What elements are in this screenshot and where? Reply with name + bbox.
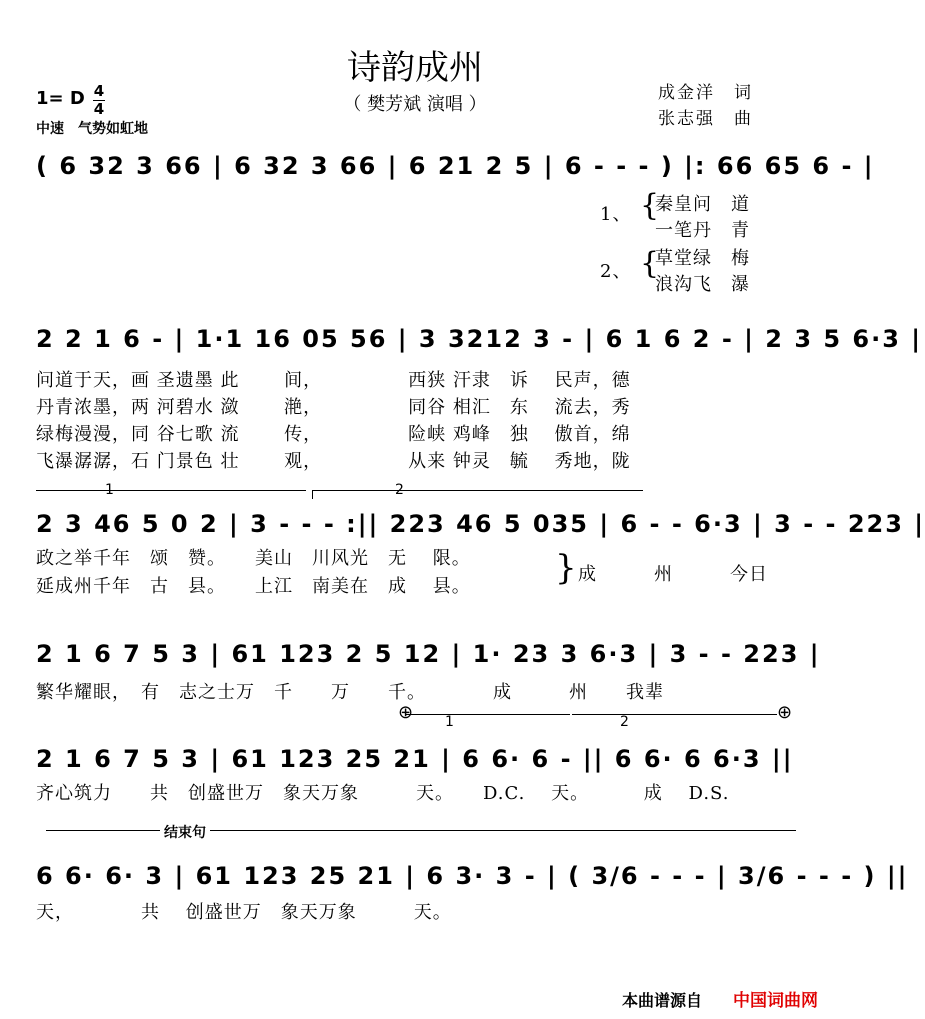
verse1-line-b: 一笔丹 青 — [655, 220, 750, 241]
tempo-marking: 中速 气势如虹地 — [36, 121, 148, 137]
volta-number-1: 1 — [105, 482, 114, 498]
singer-credit: （ 樊芳斌 演唱 ） — [343, 94, 487, 115]
verse1-line-a: 秦皇问 道 — [655, 194, 750, 215]
ending-bracket — [46, 830, 796, 831]
chorus-start-lyric: 成 州 今日 — [578, 564, 768, 585]
footer-site-link[interactable]: 中国词曲网 — [733, 991, 818, 1011]
lyric-line-8: 齐心筑力 共 创盛世万 象天万象 天。 D.C. 天。 成 D.S. — [36, 783, 730, 804]
lyric-line-4: 飞瀑潺潺，石 门景色 壮 观， 从来 钟灵 毓 秀地，陇 — [36, 451, 631, 472]
song-title: 诗韵成州 — [347, 48, 483, 88]
music-row-3: 2 3 46 5 0 2 | 3 - - - :|| 223 46 5 035 | 6 - - 6·3 | 3 - - 223 | — [36, 510, 925, 538]
lyric-line-2: 丹青浓墨，两 河碧水 潋 滟， 同谷 相汇 东 流去，秀 — [36, 397, 631, 418]
verse-number-2: 2、 — [600, 261, 632, 282]
verse2-line-a: 草堂绿 梅 — [655, 248, 750, 269]
volta-bracket-2 — [312, 490, 643, 499]
coda-volta-number-1: 1 — [445, 714, 454, 730]
brace-1: { — [640, 188, 661, 223]
lyric-line-9: 天， 共 创盛世万 象天万象 天。 — [36, 902, 452, 923]
lyric-line-5: 政之举千年 颂 赞。 美山 川风光 无 限。 — [36, 548, 471, 569]
brace-3: } — [555, 548, 578, 588]
music-row-6: 6 6· 6· 3 | 61 123 25 21 | 6 3· 3 - | ( 3/6 - - - | 3/6 - - - ) || — [36, 862, 909, 890]
volta-bracket-1 — [36, 490, 306, 491]
music-row-2: 2 2 1 6 - | 1·1 16 05 56 | 3 3212 3 - | 6 1 6 2 - | 2 3 5 6·3 | — [36, 325, 923, 353]
lyric-line-6: 延成州千年 古 县。 上江 南美在 成 县。 — [36, 576, 471, 597]
key-signature: 1= D — [36, 88, 85, 109]
lyric-line-7: 繁华耀眼， 有 志之士万 千 万 千。 成 州 我辈 — [36, 682, 664, 703]
brace-2: { — [640, 246, 661, 281]
lyric-line-3: 绿梅漫漫，同 谷七歌 流 传， 险峡 鸡峰 独 傲首，绵 — [36, 424, 631, 445]
time-signature — [93, 84, 105, 117]
ending-label: 结束句 — [160, 822, 210, 842]
music-row-4: 2 1 6 7 5 3 | 61 123 2 5 12 | 1· 23 3 6·3 | 3 - - 223 | — [36, 640, 821, 668]
volta-number-2: 2 — [395, 482, 404, 498]
time-numerator: 4 — [93, 82, 105, 100]
music-row-1: ( 6 32 3 66 | 6 32 3 66 | 6 21 2 5 | 6 - - - ) |: 66 65 6 - | — [36, 152, 875, 180]
coda-bracket-1 — [405, 714, 570, 715]
verse-number-1: 1、 — [600, 204, 632, 225]
music-row-5: 2 1 6 7 5 3 | 61 123 25 21 | 6 6· 6 - || 6 6· 6 6·3 || — [36, 745, 794, 773]
coda-bracket-2 — [572, 714, 777, 715]
coda-sign-icon-2: ⊕ — [777, 702, 793, 723]
lyric-line-1: 问道于天，画 圣遗墨 此 间， 西狭 汗隶 诉 民声，德 — [36, 370, 631, 391]
time-denominator: 4 — [93, 100, 105, 118]
lyricist-credit: 成金洋 词 — [658, 83, 753, 103]
verse2-line-b: 浪沟飞 瀑 — [655, 274, 750, 295]
footer-source-label: 本曲谱源自 — [621, 991, 702, 1010]
coda-sign-icon: ⊕ — [398, 702, 414, 723]
composer-credit: 张志强 曲 — [658, 109, 753, 129]
coda-volta-number-2: 2 — [620, 714, 629, 730]
